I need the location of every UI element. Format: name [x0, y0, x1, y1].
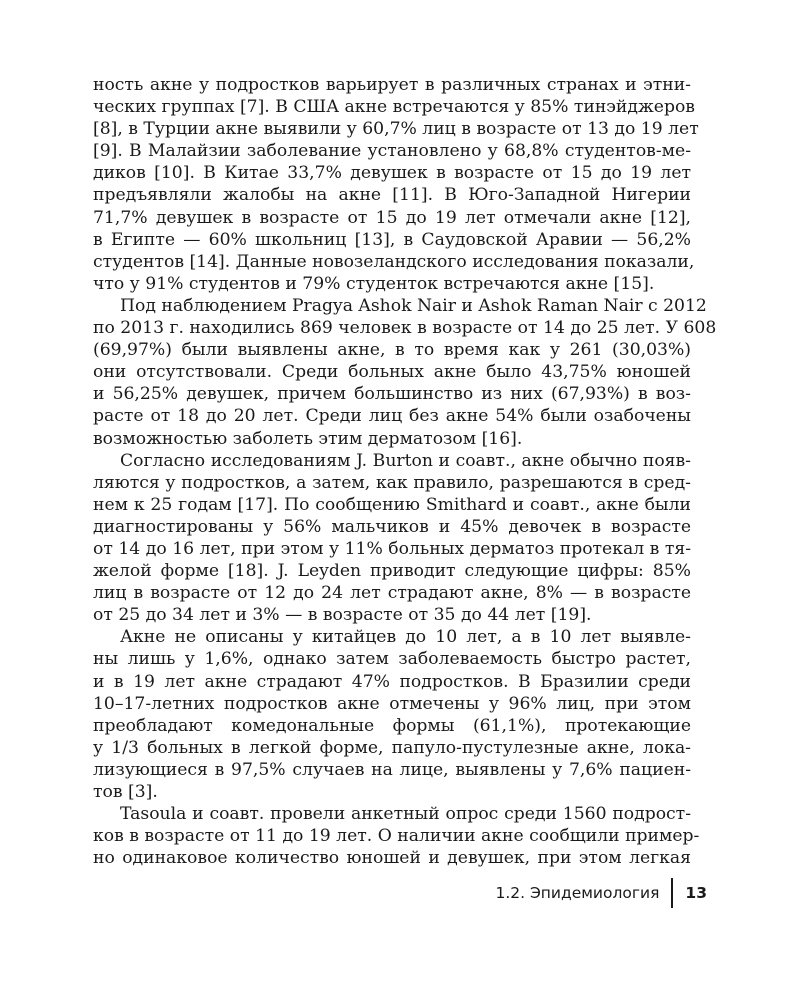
text-line: Согласно исследованиям J. Burton и соавт., акне обычно появ- [120, 450, 691, 471]
paragraph [93, 803, 700, 869]
text-line: и в 19 лет акне страдают 47% подростков. В Бразилии среди [93, 671, 691, 692]
text-line: лиц в возрасте от 12 до 24 лет страдают акне, 8% — в возрасте [93, 583, 691, 604]
paragraph [93, 295, 717, 450]
text-line: диков [10]. В Китае 33,7% девушек в возрасте от 15 до 19 лет [93, 163, 691, 184]
running-footer-section-title: 1.2. Эпидемиология [495, 884, 660, 902]
text-line: у 1/3 больных в легкой форме, папуло-пустулезные акне, лока- [93, 737, 691, 758]
text-line: 71,7% девушек в возрасте от 15 до 19 лет отмечали акне [12], [93, 207, 691, 228]
text-line: преобладают комедональные формы (61,1%), протекающие [93, 715, 691, 736]
text-line: 10–17-летних подростков акне отмечены у 96% лиц, при этом [93, 693, 691, 714]
text-line: [8], в Турции акне выявили у 60,7% лиц в возрасте от 13 до 19 лет [93, 119, 699, 140]
paragraph [93, 74, 699, 295]
text-line: Акне не описаны у китайцев до 10 лет, а в 10 лет выявле- [120, 627, 691, 648]
text-line: ляются у подростков, а затем, как правило, разрешаются в сред- [93, 472, 691, 493]
text-line: тов [3]. [93, 782, 158, 802]
text-line: предъявляли жалобы на акне [11]. В Юго-Западной Нигерии [93, 185, 691, 206]
text-line: лизующиеся в 97,5% случаев на лице, выявлены у 7,6% пациен- [93, 759, 691, 780]
text-line: диагностированы у 56% мальчиков и 45% девочек в возрасте [93, 516, 691, 537]
text-line: от 25 до 34 лет и 3% — в возрасте от 35 до 44 лет [19]. [93, 605, 592, 626]
text-line: ков в возрасте от 11 до 19 лет. О наличии акне сообщили пример- [93, 826, 700, 847]
text-line: но одинаковое количество юношей и девушек, при этом легкая [93, 848, 691, 869]
text-line: что у 91% студентов и 79% студенток встречаются акне [15]. [93, 273, 655, 294]
text-line: возможностью заболеть этим дерматозом [16]. [93, 428, 523, 449]
text-line: и 56,25% девушек, причем большинство из них (67,93%) в воз- [93, 384, 691, 405]
text-line: Tasoula и соавт. провели анкетный опрос среди 1560 подрост- [120, 804, 691, 825]
body-text [93, 74, 717, 869]
page-number: 13 [685, 884, 707, 902]
text-line: они отсутствовали. Среди больных акне было 43,75% юношей [93, 362, 691, 383]
text-line: ны лишь у 1,6%, однако затем заболеваемость быстро растет, [93, 649, 691, 670]
page-footer [495, 880, 707, 906]
footer-divider [671, 878, 673, 908]
text-line: по 2013 г. находились 869 человек в возрасте от 14 до 25 лет. У 608 [93, 318, 717, 339]
text-line: нем к 25 годам [17]. По сообщению Smithard и соавт., акне были [93, 494, 691, 515]
paragraph [93, 450, 691, 627]
text-line: от 14 до 16 лет, при этом у 11% больных дерматоз протекал в тя- [93, 538, 691, 559]
text-line: студентов [14]. Данные новозеландского исследования показали, [93, 251, 695, 272]
text-line: желой форме [18]. J. Leyden приводит следующие цифры: 85% [93, 561, 691, 582]
text-line: в Египте — 60% школьниц [13], в Саудовской Аравии — 56,2% [93, 229, 691, 250]
text-line: [9]. В Малайзии заболевание установлено у 68,8% студентов-ме- [93, 141, 691, 162]
text-line: ческих группах [7]. В США акне встречаются у 85% тинэйджеров [93, 97, 695, 118]
text-line: Под наблюдением Pragya Ashok Nair и Ashok Raman Nair с 2012 [120, 295, 707, 316]
text-line: расте от 18 до 20 лет. Среди лиц без акне 54% были озабочены [93, 406, 691, 427]
text-line: ность акне у подростков варьирует в различных странах и этни- [93, 75, 691, 95]
text-line: (69,97%) были выявлены акне, в то время как у 261 (30,03%) [93, 340, 691, 361]
paragraph [93, 626, 691, 803]
